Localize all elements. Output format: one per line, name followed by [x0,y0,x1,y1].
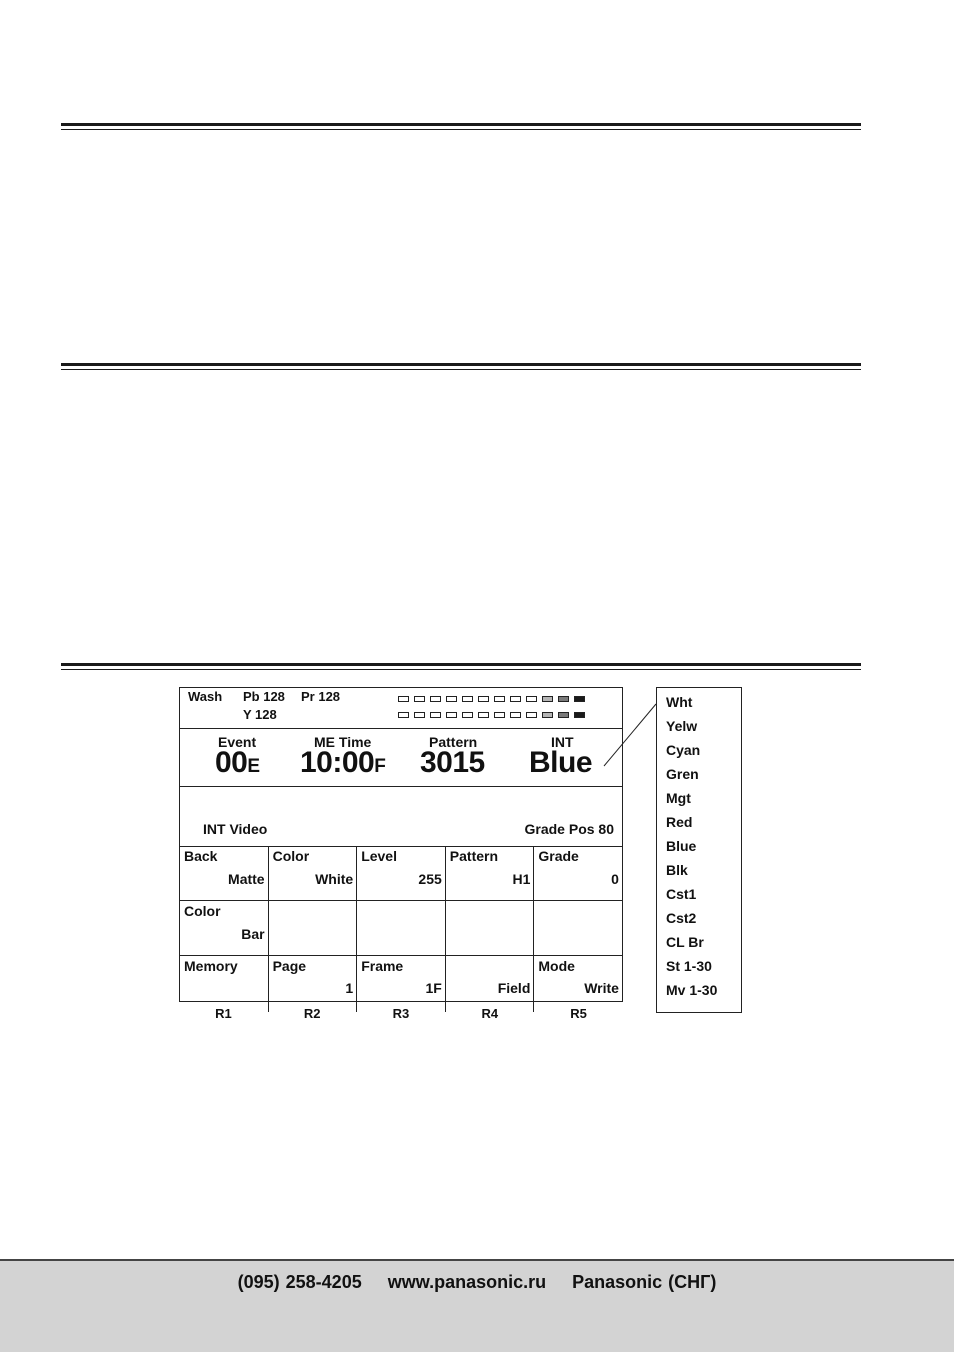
level-meter-top [398,696,585,702]
menu-row-1 [180,846,622,901]
color-option[interactable]: Blue [666,838,697,854]
menu-row-3 [180,956,622,1012]
section-rule-3 [61,663,861,670]
color-option[interactable]: Wht [666,694,693,710]
menu-cell-color-bar[interactable]: Color Bar [180,901,269,955]
pattern-caption: Pattern [429,734,478,750]
rotary-label-r4: R4 [481,1006,499,1021]
menu-row-2 [180,901,622,956]
int-video-label: INT Video [203,821,268,837]
menu-cell-frame[interactable]: Frame 1F [357,956,446,1012]
menu-cell-empty [357,901,446,955]
menu-cell-color[interactable]: Color White [269,846,358,900]
color-option[interactable]: Mv 1-30 [666,982,718,998]
pattern-value: 3015 [420,746,485,779]
color-option[interactable]: Cyan [666,742,701,758]
menu-cell-empty [269,901,358,955]
footer-company: Panasonic (СНГ) [572,1272,717,1292]
color-option[interactable]: CL Br [666,934,704,950]
menu-cell-memory[interactable]: Memory [180,956,269,1012]
color-option[interactable]: Blk [666,862,688,878]
color-option[interactable]: Cst2 [666,910,697,926]
menu-cell-back[interactable]: Back Matte [180,846,269,900]
color-option[interactable]: Red [666,814,693,830]
footer-phone: (095) 258-4205 [237,1272,362,1292]
color-option[interactable]: Gren [666,766,699,782]
metime-caption: ME Time [314,734,372,750]
wash-label: Wash [188,689,223,704]
color-option-list [656,687,742,1013]
menu-cell-field[interactable]: Field [446,956,535,1012]
menu-cell-level[interactable]: Level 255 [357,846,446,900]
grade-pos-label: Grade Pos 80 [524,821,614,837]
menu-cell-empty [446,901,535,955]
rotary-label-r1: R1 [215,1006,232,1021]
color-option[interactable]: Mgt [666,790,691,806]
rotary-label-r2: R2 [303,1006,321,1021]
pr-value: Pr 128 [301,689,341,704]
section-rule-1 [61,123,861,130]
menu-cell-page[interactable]: Page 1 [269,956,358,1012]
color-option[interactable]: St 1-30 [666,958,712,974]
event-value: 00E [215,746,260,779]
menu-cell-grade[interactable]: Grade 0 [538,848,619,887]
main-readout-row [180,728,622,787]
footer-bar [0,1259,954,1352]
footer-contact [0,1272,954,1293]
int-value: Blue [529,746,593,779]
rotary-label-r3: R3 [392,1006,410,1021]
color-option[interactable]: Cst1 [666,886,697,902]
metime-value: 10:00F [300,746,386,779]
menu-cell-mode[interactable]: Mode Write [538,958,619,996]
footer-url[interactable]: www.panasonic.ru [387,1272,547,1292]
leader-line [600,700,660,770]
menu-cell-pattern[interactable]: Pattern H1 [446,846,535,900]
y-value: Y 128 [243,707,277,722]
event-caption: Event [218,734,257,750]
wash-status-row [180,688,622,729]
info-row [180,786,622,847]
rotary-labels [179,1006,623,1021]
int-caption: INT [551,734,574,750]
menu-grid [180,846,622,1012]
menu-cell-empty [534,901,622,955]
section-rule-2 [61,363,861,370]
pb-value: Pb 128 [243,689,285,704]
lcd-panel [179,687,623,1002]
rotary-label-r5: R5 [570,1006,587,1021]
color-option[interactable]: Yelw [666,718,698,734]
level-meter-bottom [398,712,585,718]
